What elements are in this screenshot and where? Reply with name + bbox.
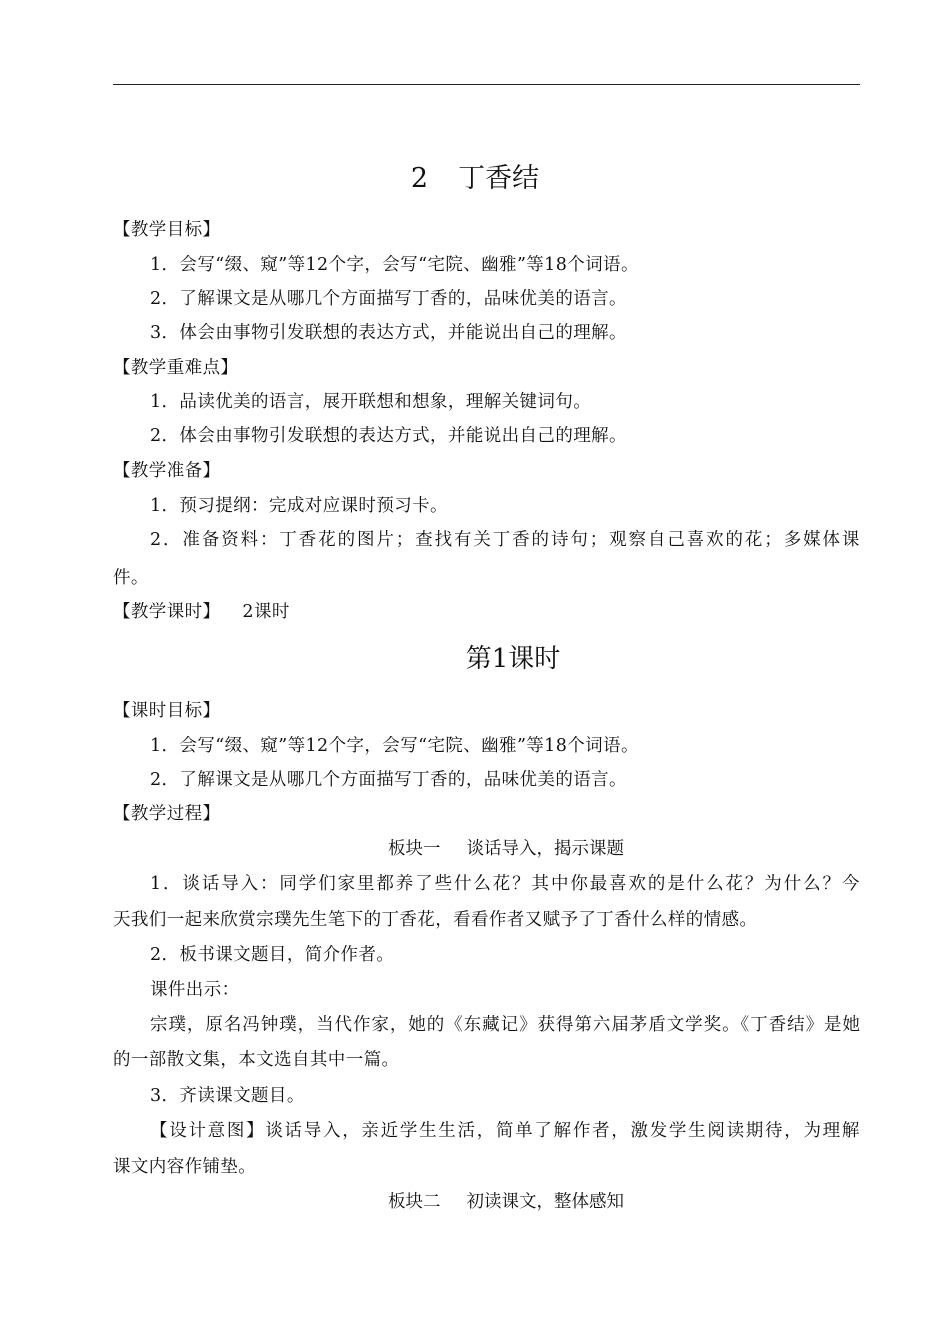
page-title — [0, 162, 950, 196]
title-name: 丁香结 — [458, 163, 540, 194]
hours-value: 2课时 — [242, 602, 290, 622]
step-two: 2．板书课文题目，简介作者。 — [150, 945, 395, 965]
preparation-item-cont: 件。 — [113, 568, 149, 588]
preparation-item: 2．准备资料：丁香花的图片；查找有关丁香的诗句；观察自己喜欢的花；多媒体课 — [150, 530, 860, 550]
objectives-heading: 【教学目标】 — [113, 220, 221, 240]
author-intro-line-cont: 的一部散文集，本文选自其中一篇。 — [113, 1050, 400, 1070]
block-two-text: 初读课文，整体感知 — [466, 1192, 624, 1212]
block-one-label: 板块一 — [388, 839, 441, 859]
block-two-label: 板块二 — [388, 1192, 441, 1212]
lesson-objective-item: 2．了解课文是从哪几个方面描写丁香的，品味优美的语言。 — [150, 770, 627, 790]
objective-item: 1．会写“缀、窥”等12个字，会写“宅院、幽雅”等18个词语。 — [150, 255, 639, 275]
block-one-text: 谈话导入，揭示课题 — [466, 839, 624, 859]
lesson-objectives-heading: 【课时目标】 — [113, 701, 221, 721]
step-one-line-cont: 天我们一起来欣赏宗璞先生笔下的丁香花，看看作者又赋予了丁香什么样的情感。 — [113, 910, 758, 930]
block-two-title — [0, 1190, 950, 1214]
process-heading: 【教学过程】 — [113, 804, 221, 824]
objective-item: 3．体会由事物引发联想的表达方式，并能说出自己的理解。 — [150, 323, 627, 343]
lesson-objective-item: 1．会写“缀、窥”等12个字，会写“宅院、幽雅”等18个词语。 — [150, 736, 639, 756]
step-three: 3．齐读课文题目。 — [150, 1086, 305, 1106]
header-rule — [113, 84, 860, 85]
design-intent-line: 【设计意图】谈话导入，亲近学生生活，简单了解作者，激发学生阅读期待，为理解 — [150, 1121, 860, 1141]
preparation-heading: 【教学准备】 — [113, 461, 221, 481]
courseware-label: 课件出示： — [150, 980, 240, 1000]
key-points-heading: 【教学重难点】 — [113, 358, 239, 378]
step-one-line: 1．谈话导入：同学们家里都养了些什么花？其中你最喜欢的是什么花？为什么？今 — [150, 874, 860, 894]
key-point-item: 1．品读优美的语言，展开联想和想象，理解关键词句。 — [150, 392, 592, 412]
author-intro-line: 宗璞，原名冯钟璞，当代作家，她的《东藏记》获得第六届茅盾文学奖。《丁香结》是她 — [150, 1015, 860, 1035]
preparation-item: 1．预习提纲：完成对应课时预习卡。 — [150, 496, 448, 516]
design-intent-line-cont: 课文内容作铺垫。 — [113, 1157, 257, 1177]
objective-item: 2．了解课文是从哪几个方面描写丁香的，品味优美的语言。 — [150, 289, 627, 309]
hours-row — [113, 600, 290, 624]
key-point-item: 2．体会由事物引发联想的表达方式，并能说出自己的理解。 — [150, 426, 627, 446]
block-one-title — [0, 837, 950, 861]
hours-heading: 【教学课时】 — [113, 602, 221, 622]
title-number: 2 — [410, 163, 429, 194]
lesson-title: 第1课时 — [465, 644, 561, 674]
